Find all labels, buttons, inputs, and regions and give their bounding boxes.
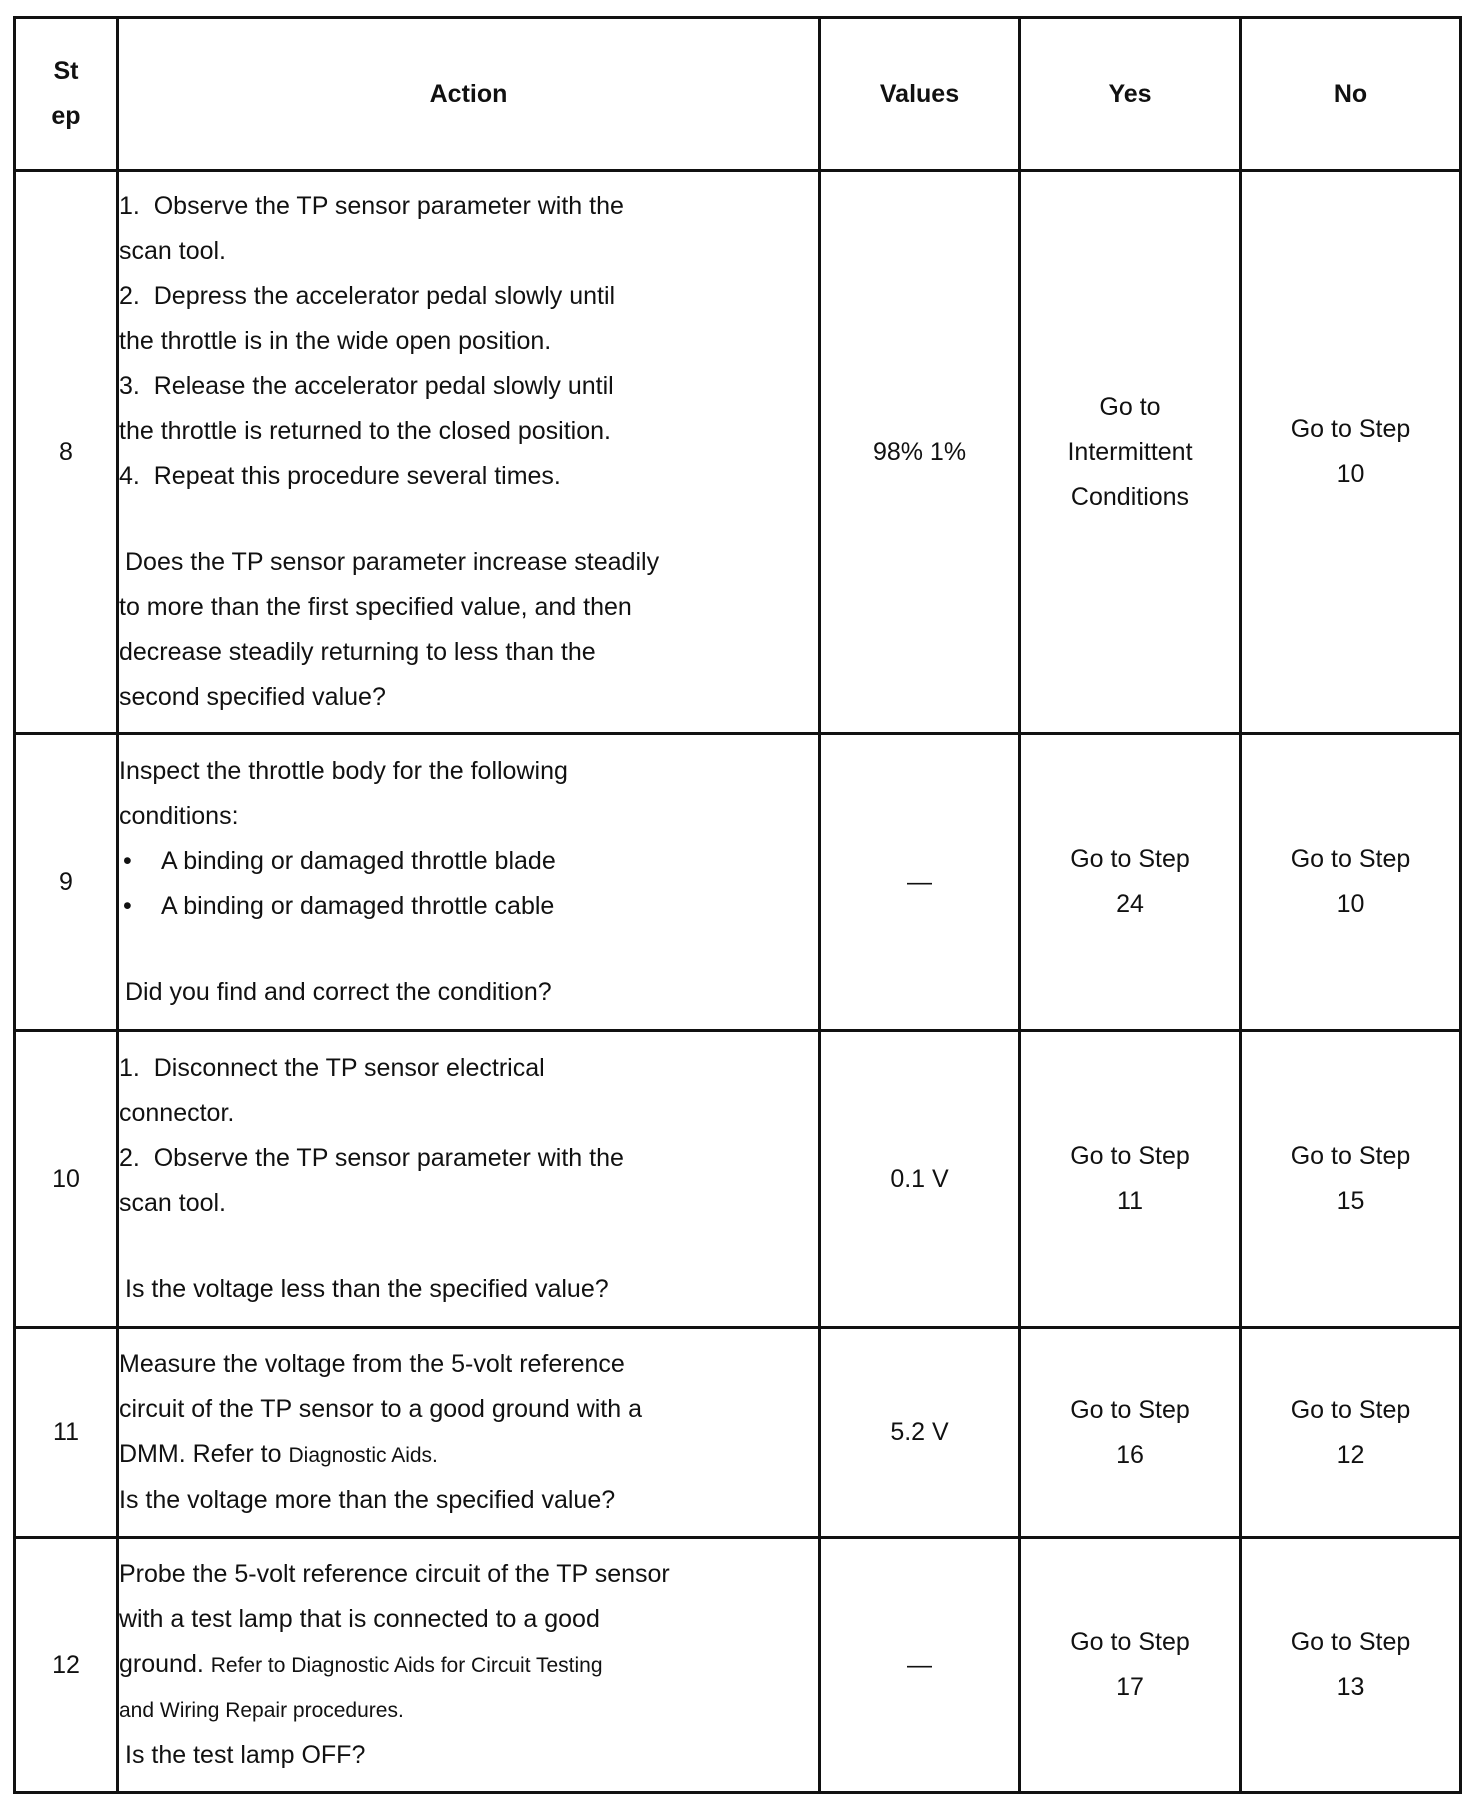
action-line: connector. (119, 1099, 235, 1127)
table-row-step-8 (15, 171, 1461, 734)
header-yes: Yes (1020, 18, 1241, 171)
table-row-step-9 (15, 734, 1461, 1031)
values-cell: 5.2 V (820, 1328, 1020, 1538)
action-line: 3. Release the accelerator pedal slowly until (119, 372, 614, 400)
header-step (15, 18, 118, 171)
action-line: Measure the voltage from the 5-volt reference (119, 1350, 625, 1378)
yes-line: Conditions (1070, 482, 1190, 511)
yes-line: Go to Step (1070, 1395, 1190, 1424)
action-cell (118, 1031, 820, 1328)
no-cell (1241, 1031, 1461, 1328)
no-line: 10 (1336, 890, 1365, 918)
action-line: scan tool. (119, 237, 227, 265)
action-line: the throttle is in the wide open position. (119, 327, 552, 355)
no-line: 12 (1336, 1440, 1365, 1469)
yes-cell (1020, 1328, 1241, 1538)
yes-cell (1020, 1538, 1241, 1793)
table-row-step-10 (15, 1031, 1461, 1328)
no-line: 15 (1336, 1187, 1365, 1215)
step-number: 11 (15, 1328, 118, 1538)
action-cell (118, 1538, 820, 1793)
no-cell (1241, 171, 1461, 734)
action-line: Probe the 5-volt reference circuit of the TP sensor (119, 1560, 670, 1588)
action-line: DMM. Refer to Diagnostic Aids. (119, 1440, 438, 1468)
no-line: 13 (1336, 1673, 1365, 1701)
header-row (15, 18, 1461, 171)
bullet-item: • A binding or damaged throttle blade (119, 839, 818, 884)
no-line: Go to Step (1290, 1395, 1411, 1424)
bullet-icon: • (123, 892, 132, 920)
bullet-icon: • (123, 847, 132, 875)
action-line: and Wiring Repair procedures. (119, 1699, 404, 1722)
action-line: the throttle is returned to the closed position. (119, 417, 611, 445)
table-row-step-11 (15, 1328, 1461, 1538)
no-line: 10 (1336, 460, 1365, 488)
yes-line: 11 (1117, 1187, 1143, 1215)
header-step-line1: St (53, 57, 79, 85)
no-line: Go to Step (1290, 1628, 1411, 1656)
action-line: with a test lamp that is connected to a good (119, 1605, 600, 1633)
question-line: to more than the first specified value, and then (119, 593, 632, 621)
values-cell: — (820, 734, 1020, 1031)
yes-line: Intermittent (1067, 437, 1193, 466)
action-line: circuit of the TP sensor to a good ground with a (119, 1395, 642, 1423)
diagnostic-table (13, 16, 1462, 1794)
values-cell: — (820, 1538, 1020, 1793)
action-line: 2. Depress the accelerator pedal slowly until (119, 282, 616, 310)
yes-line: Go to Step (1070, 1628, 1190, 1656)
yes-line: 24 (1116, 890, 1144, 918)
yes-line: 16 (1116, 1440, 1144, 1469)
action-line: 1. Observe the TP sensor parameter with the (119, 192, 624, 220)
action-line: conditions: (119, 802, 239, 830)
step-number: 8 (15, 171, 118, 734)
bullet-item: • A binding or damaged throttle cable (119, 884, 818, 929)
action-line: 1. Disconnect the TP sensor electrical (119, 1054, 545, 1082)
action-cell (118, 734, 820, 1031)
table-row-step-12 (15, 1538, 1461, 1793)
question-line: Is the voltage less than the specified value? (125, 1275, 609, 1303)
action-line: 2. Observe the TP sensor parameter with the (119, 1144, 624, 1172)
no-line: Go to Step (1290, 1142, 1411, 1170)
step-number: 12 (15, 1538, 118, 1793)
values-cell: 0.1 V (820, 1031, 1020, 1328)
question-line: Is the voltage more than the specified value? (119, 1486, 616, 1514)
action-line: scan tool. (119, 1189, 227, 1217)
yes-cell (1020, 734, 1241, 1031)
yes-line: Go to Step (1070, 1142, 1190, 1170)
question-line: decrease steadily returning to less than the (119, 638, 596, 666)
action-line: Inspect the throttle body for the following (119, 757, 568, 785)
yes-line: 17 (1116, 1673, 1144, 1701)
step-number: 9 (15, 734, 118, 1031)
no-line: Go to Step (1290, 415, 1411, 443)
header-step-line2: ep (51, 102, 81, 130)
question-line: Did you find and correct the condition? (125, 978, 552, 1006)
action-line: ground. Refer to Diagnostic Aids for Circuit Testing (119, 1650, 603, 1678)
no-cell (1241, 1538, 1461, 1793)
question-line: Does the TP sensor parameter increase steadily (125, 548, 660, 576)
no-cell (1241, 734, 1461, 1031)
action-cell (118, 1328, 820, 1538)
yes-cell (1020, 1031, 1241, 1328)
action-cell (118, 171, 820, 734)
header-values: Values (820, 18, 1020, 171)
question-line: second specified value? (119, 683, 386, 711)
yes-line: Go to Step (1070, 845, 1190, 873)
no-cell (1241, 1328, 1461, 1538)
values-cell: 98% 1% (820, 171, 1020, 734)
header-action: Action (118, 18, 820, 171)
no-line: Go to Step (1290, 845, 1411, 873)
diagnostic-aids-ref: Diagnostic Aids. (288, 1444, 438, 1467)
yes-cell (1020, 171, 1241, 734)
header-no: No (1241, 18, 1461, 171)
action-line: 4. Repeat this procedure several times. (119, 462, 561, 490)
diagnostic-aids-ref: Refer to Diagnostic Aids for Circuit Testing (210, 1654, 603, 1677)
yes-line: Go to (1099, 392, 1161, 421)
question-line: Is the test lamp OFF? (125, 1741, 366, 1769)
step-number: 10 (15, 1031, 118, 1328)
